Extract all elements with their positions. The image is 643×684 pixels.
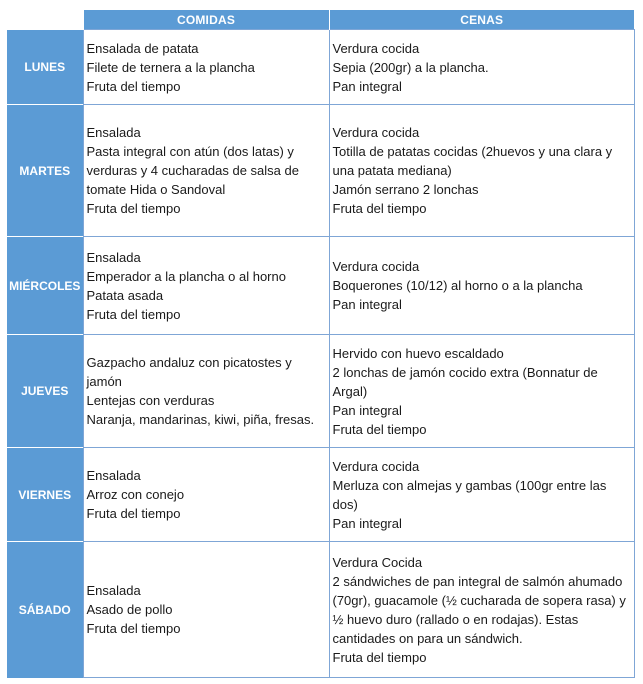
dinner-cell <box>329 335 634 448</box>
dinner-item: Sepia (200gr) a la plancha. <box>332 59 489 75</box>
dinner-item: Verdura cocida <box>332 125 420 140</box>
day-label: MARTES <box>7 105 83 237</box>
table-row <box>7 30 634 105</box>
lunch-item: Ensalada <box>86 125 141 140</box>
table-row <box>7 335 634 448</box>
day-label: SÁBADO <box>7 542 83 678</box>
lunch-item: Fruta del tiempo <box>86 621 181 636</box>
lunch-item: Ensalada <box>86 468 141 483</box>
table-row <box>7 105 634 237</box>
lunch-item: Fruta del tiempo <box>86 306 181 322</box>
lunch-cell <box>83 30 329 105</box>
dinner-cell <box>329 30 634 105</box>
lunch-cell <box>83 105 329 237</box>
lunch-item: Asado de pollo <box>86 602 173 617</box>
dinner-cell <box>329 448 634 542</box>
dinner-item: Totilla de patatas cocidas (2huevos y una clara y una patata mediana) <box>332 144 613 178</box>
lunch-item: Ensalada <box>86 249 141 265</box>
dinner-item: Fruta del tiempo <box>332 421 427 437</box>
lunch-cell <box>83 448 329 542</box>
header-row <box>7 10 634 30</box>
table-row <box>7 542 634 678</box>
dinner-item: Hervido con huevo escaldado <box>332 345 504 361</box>
lunch-item: Fruta del tiempo <box>86 78 181 94</box>
table-row <box>7 237 634 335</box>
table-row <box>7 448 634 542</box>
lunch-item: Pasta integral con atún (dos latas) y verduras y 4 cucharadas de salsa de tomate Hida o Sandoval <box>86 144 299 197</box>
dinner-item: Verdura cocida <box>332 458 420 474</box>
dinner-item: 2 lonchas de jamón cocido extra (Bonnatur de Argal) <box>332 364 598 399</box>
lunch-item: Ensalada <box>86 583 141 598</box>
dinner-item: Boquerones (10/12) al horno o a la plancha <box>332 278 583 293</box>
dinner-item: Pan integral <box>332 78 402 94</box>
dinner-item: Merluza con almejas y gambas (100gr entre las dos) <box>332 477 607 512</box>
menu-table-container <box>7 10 634 678</box>
lunch-item: Emperador a la plancha o al horno <box>86 268 286 284</box>
lunch-cell <box>83 335 329 448</box>
menu-body <box>7 30 634 678</box>
lunch-item: Filete de ternera a la plancha <box>86 59 255 75</box>
dinner-item: Pan integral <box>332 402 402 418</box>
header-lunch: COMIDAS <box>83 10 329 30</box>
day-label: MIÉRCOLES <box>7 237 83 335</box>
lunch-item: Naranja, mandarinas, kiwi, piña, fresas. <box>86 412 315 427</box>
dinner-cell <box>329 105 634 237</box>
dinner-item: Fruta del tiempo <box>332 201 427 216</box>
dinner-item: Verdura cocida <box>332 259 420 274</box>
corner-cell <box>7 10 83 30</box>
dinner-item: Fruta del tiempo <box>332 649 427 665</box>
dinner-cell <box>329 237 634 335</box>
dinner-item: 2 sándwiches de pan integral de salmón ahumado (70gr), guacamole (½ cucharada de sopera rasa) y ½ huevo duro (rallado o en rodajas). Estas cantidades on para un sándwich. <box>332 573 626 646</box>
lunch-item: Lentejas con verduras <box>86 393 215 408</box>
dinner-item: Verdura Cocida <box>332 554 423 570</box>
lunch-cell <box>83 542 329 678</box>
dinner-item: Verdura cocida <box>332 40 420 56</box>
lunch-item: Ensalada de patata <box>86 40 199 56</box>
header-dinner: CENAS <box>329 10 634 30</box>
dinner-item: Pan integral <box>332 515 402 531</box>
lunch-cell <box>83 237 329 335</box>
dinner-item: Jamón serrano 2 lonchas <box>332 182 479 197</box>
lunch-item: Fruta del tiempo <box>86 506 181 521</box>
weekly-menu-table <box>7 10 635 678</box>
day-label: JUEVES <box>7 335 83 448</box>
lunch-item: Arroz con conejo <box>86 487 185 502</box>
day-label: LUNES <box>7 30 83 105</box>
lunch-item: Patata asada <box>86 287 164 303</box>
dinner-item: Pan integral <box>332 297 402 312</box>
dinner-cell <box>329 542 634 678</box>
lunch-item: Fruta del tiempo <box>86 201 181 216</box>
lunch-item: Gazpacho andaluz con picatostes y jamón <box>86 355 292 389</box>
day-label: VIERNES <box>7 448 83 542</box>
